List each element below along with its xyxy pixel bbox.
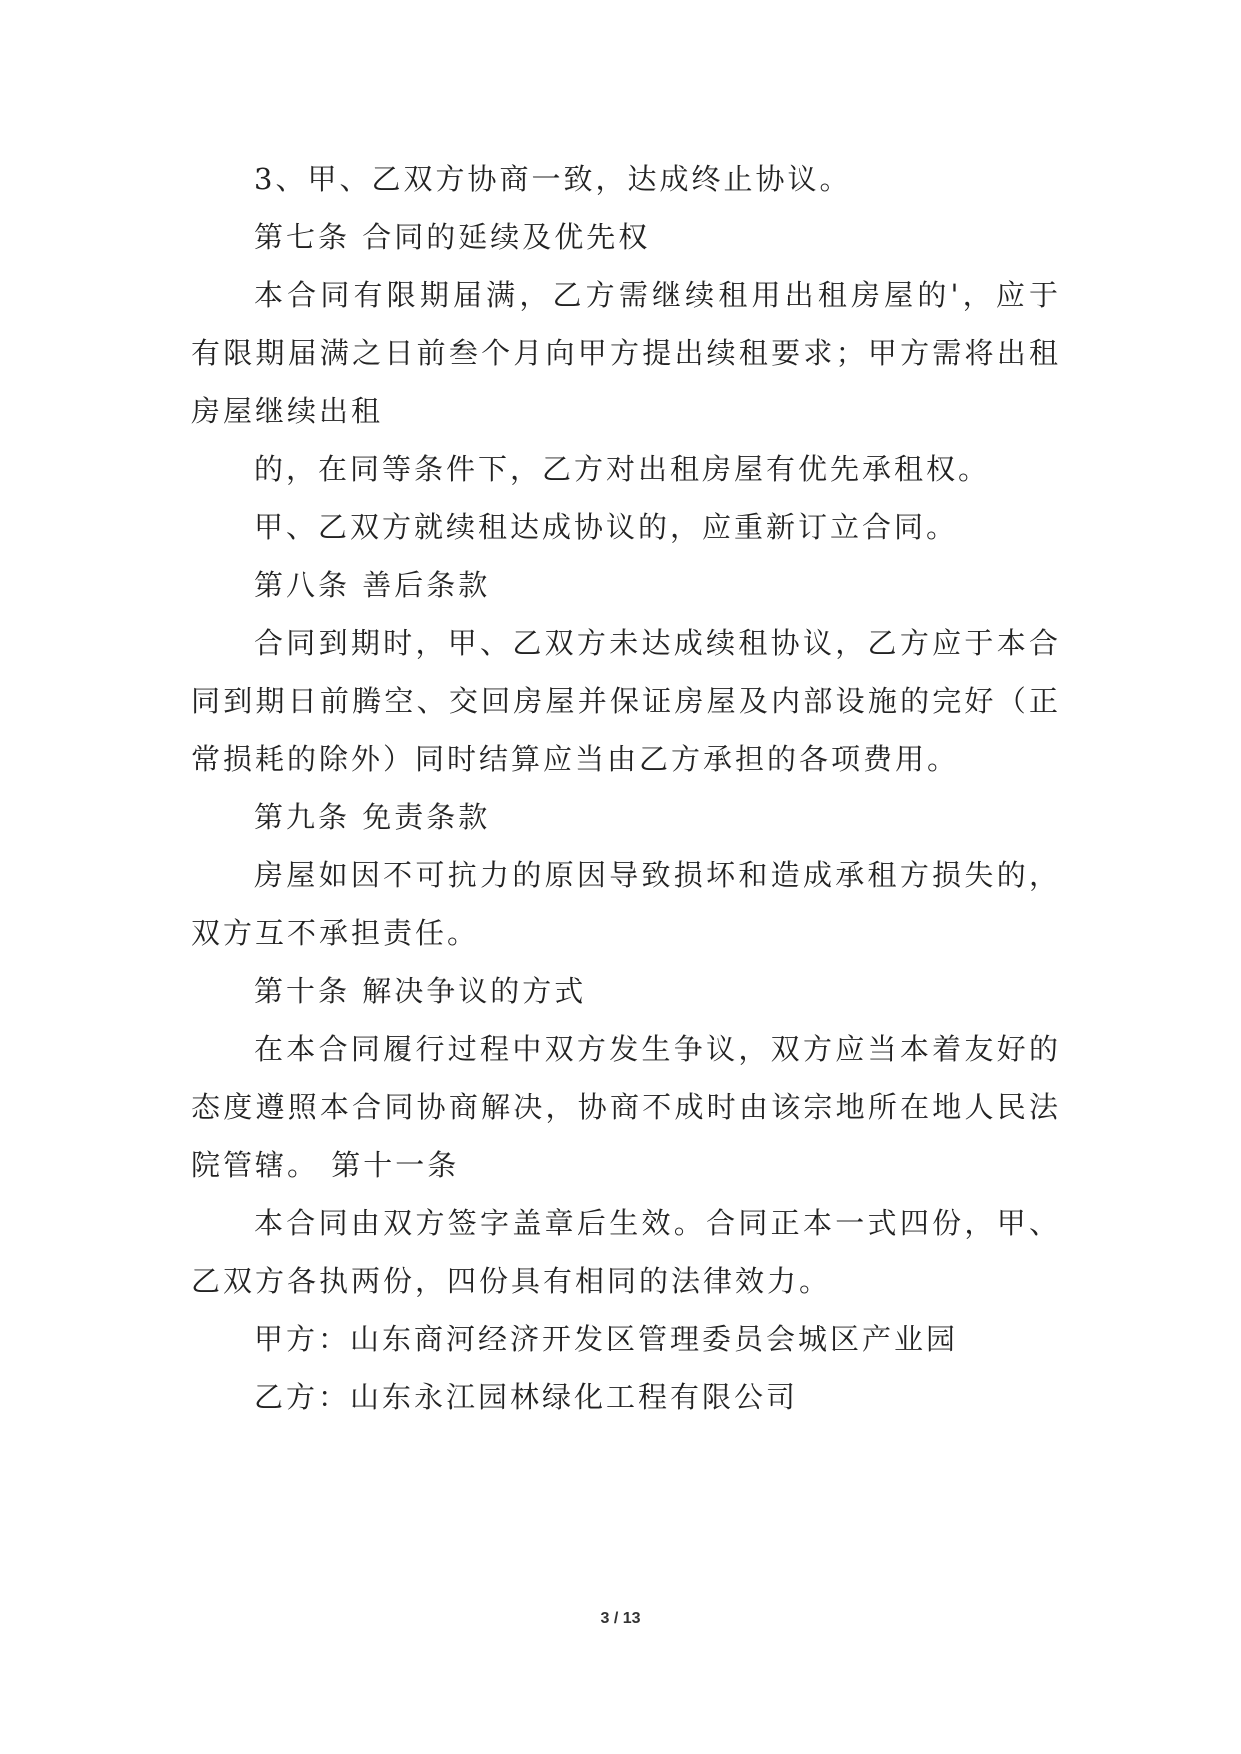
paragraph: 在本合同履行过程中双方发生争议，双方应当本着友好的态度遵照本合同协商解决，协商不成时由该宗地所在地人民法院管辖。 第十一条 [191, 1032, 1061, 1182]
section-heading: 第十条 解决争议的方式 [254, 974, 587, 1008]
paragraph: 本合同有限期届满，乙方需继续租用出租房屋的'，应于有限期届满之日前叁个月向甲方提出续租要求；甲方需将出租房屋继续出租 [191, 278, 1061, 428]
section-heading: 第七条 合同的延续及优先权 [254, 220, 651, 254]
paragraph: 本合同由双方签字盖章后生效。合同正本一式四份，甲、乙双方各执两份，四份具有相同的法律效力。 [191, 1206, 1061, 1298]
paragraph: 甲、乙双方就续租达成协议的，应重新订立合同。 [254, 510, 959, 544]
paragraph: 3、甲、乙双方协商一致，达成终止协议。 [254, 162, 852, 196]
document-body [191, 150, 1061, 1426]
party-a-line: 甲方：山东商河经济开发区管理委员会城区产业园 [254, 1322, 959, 1356]
paragraph: 房屋如因不可抗力的原因导致损坏和造成承租方损失的，双方互不承担责任。 [191, 858, 1061, 950]
party-b-line: 乙方：山东永江园林绿化工程有限公司 [254, 1380, 799, 1414]
section-heading: 第九条 免责条款 [254, 800, 491, 834]
paragraph: 的，在同等条件下，乙方对出租房屋有优先承租权。 [254, 452, 991, 486]
page-number: 3 / 13 [600, 1610, 641, 1627]
section-heading: 第八条 善后条款 [254, 568, 491, 602]
paragraph: 合同到期时，甲、乙双方未达成续租协议，乙方应于本合同到期日前腾空、交回房屋并保证房屋及内部设施的完好（正常损耗的除外）同时结算应当由乙方承担的各项费用。 [191, 626, 1061, 776]
